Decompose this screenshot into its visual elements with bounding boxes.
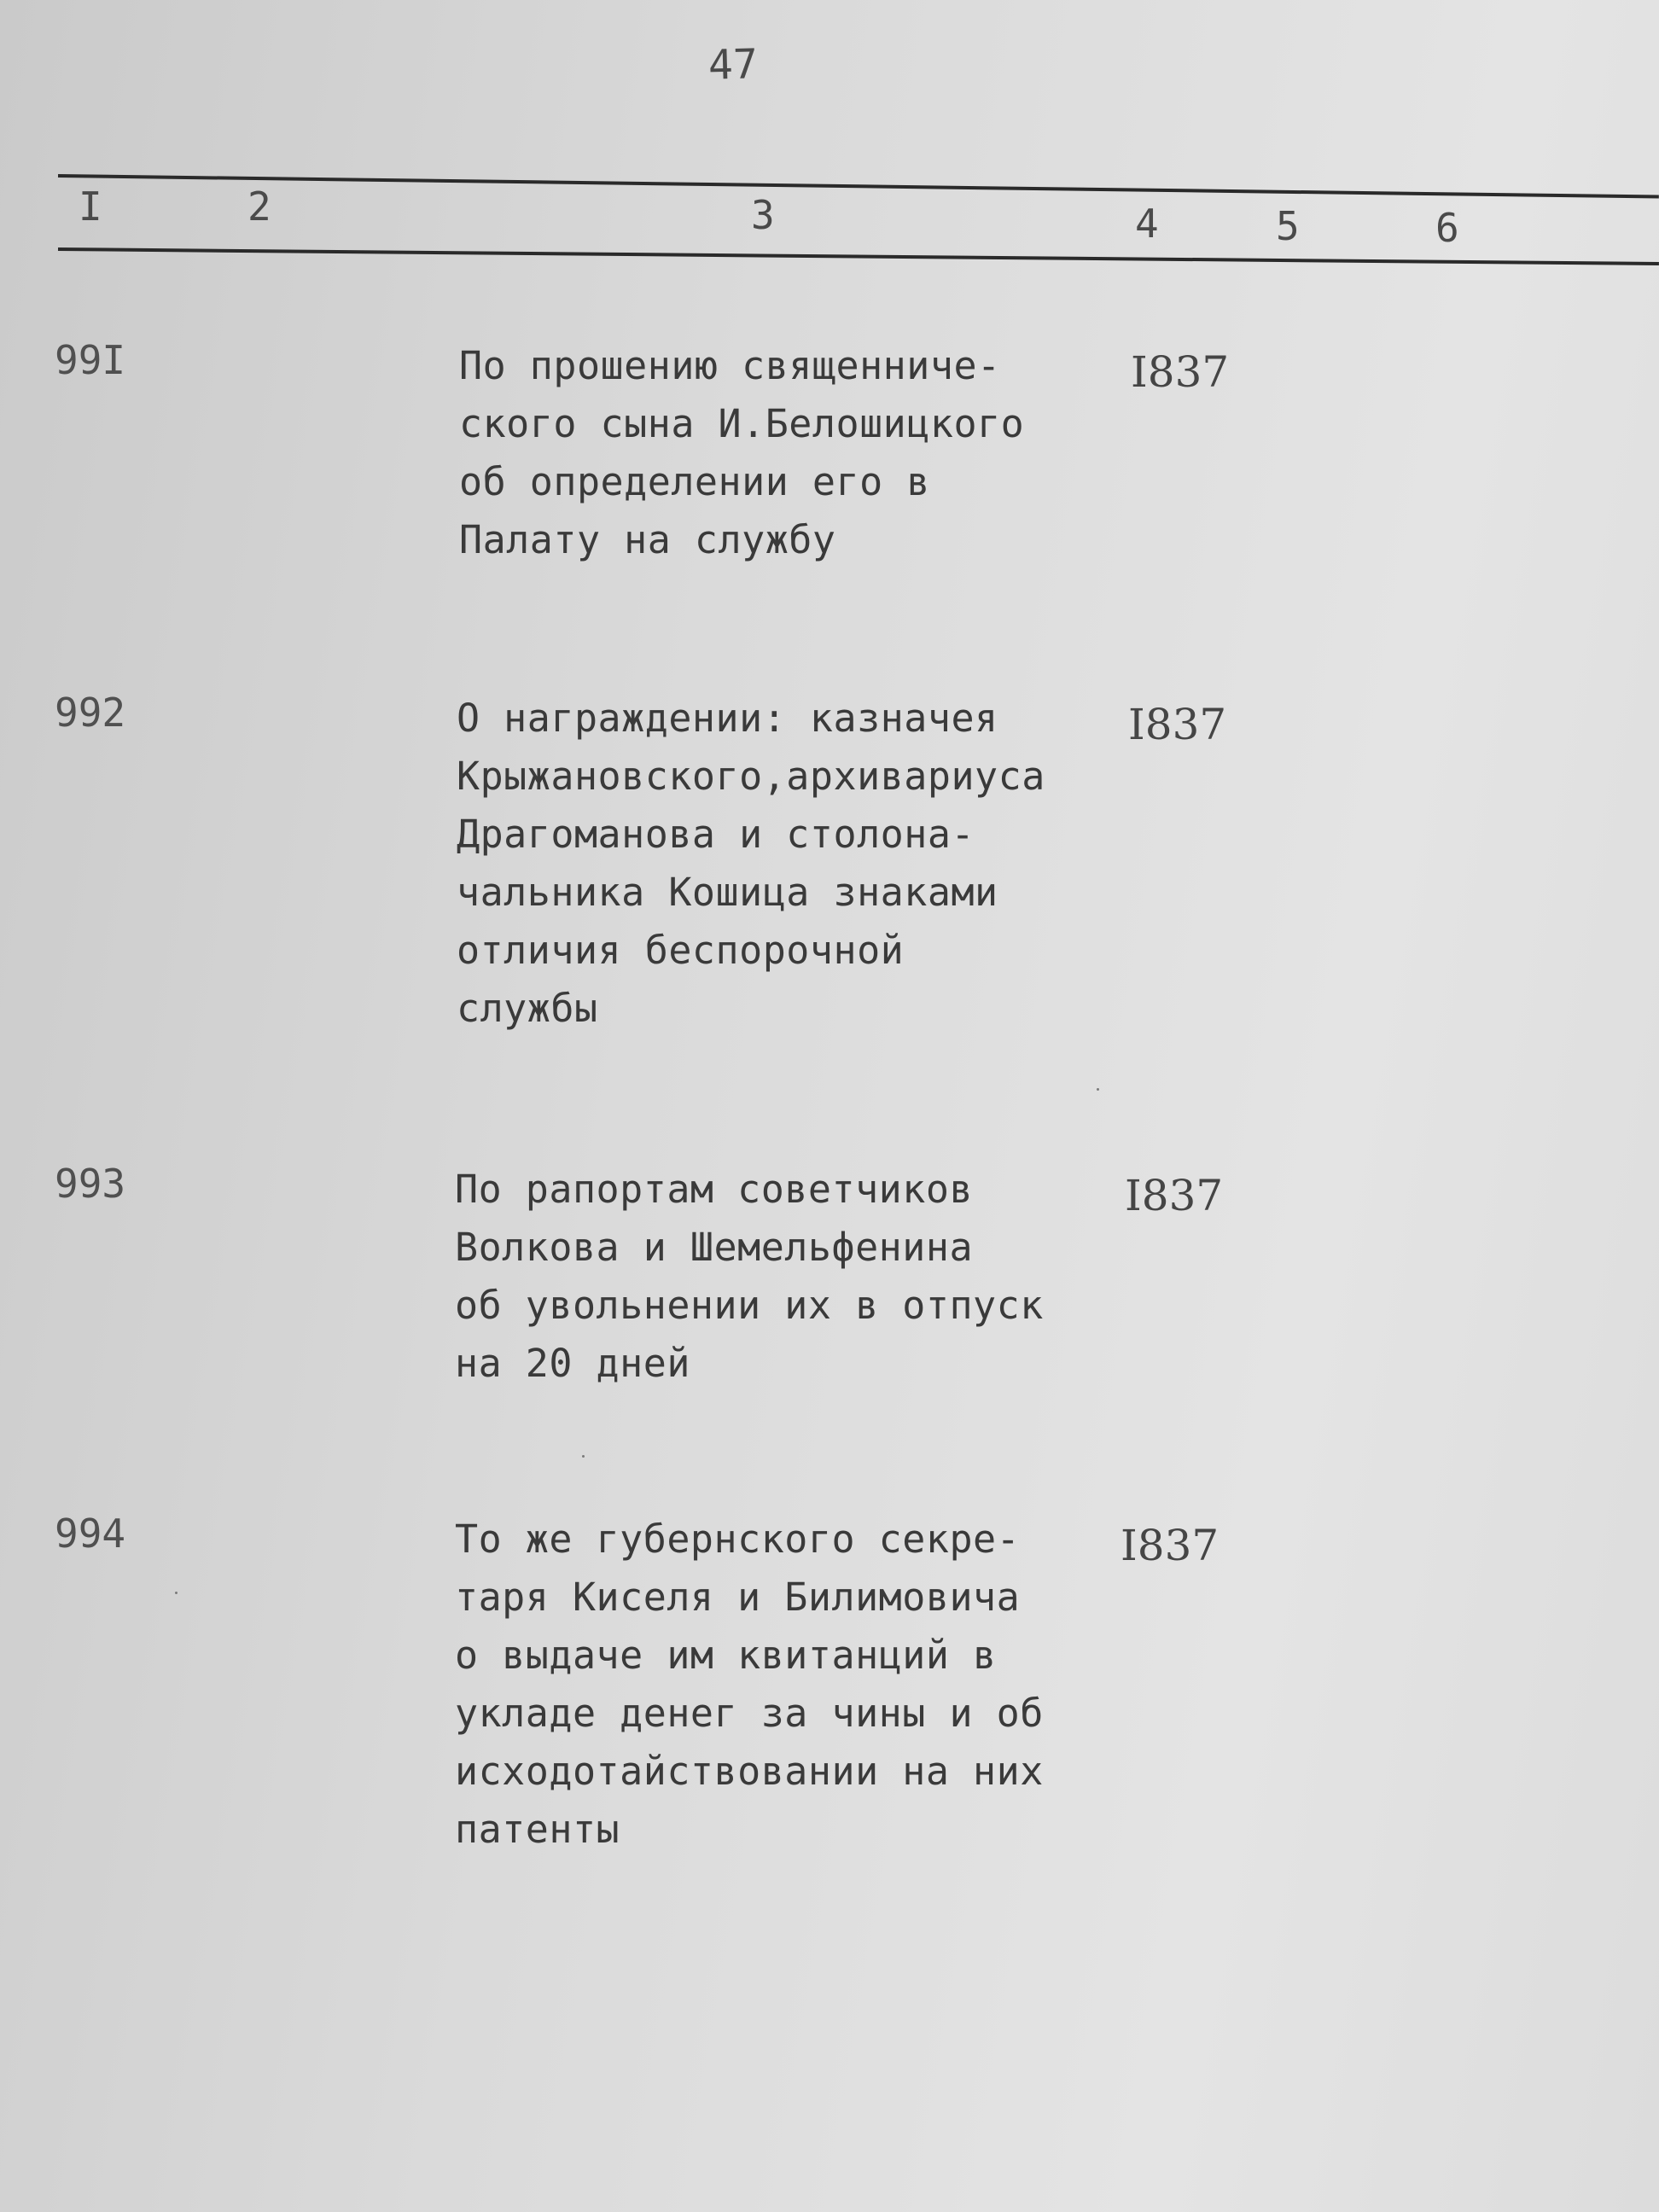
paper-speck <box>582 1455 585 1458</box>
entry-title: То же губернского секре- таря Киселя и Билимовича о выдаче им квитанций в укладе денег за чины и об исходотайствовании на них патенты <box>455 1516 1044 1852</box>
entry-year: I837 <box>1121 1521 1220 1570</box>
column-header-2: 2 <box>247 183 271 230</box>
column-header-5: 5 <box>1276 203 1300 249</box>
column-header-3: 3 <box>751 192 775 238</box>
entry-number: 99I <box>55 337 126 383</box>
entry-number: 994 <box>55 1511 126 1557</box>
entry-number: 993 <box>55 1161 126 1207</box>
entry-title: По прошению священниче- ского сына И.Белошицкого об определении его в Палату на службу <box>459 343 1025 562</box>
entry-title: По рапортам советчиков Волкова и Шемельфенина об увольнении их в отпуск на 20 дней <box>455 1167 1044 1386</box>
header-top-rule <box>58 174 1659 199</box>
paper-speck <box>1097 1088 1099 1091</box>
entry-title: О награждении: казначея Крыжановского,архивариуса Драгоманова и столона- чальника Кошица знаками отличия беспорочной службы <box>457 696 1045 1031</box>
page-number: 47 <box>707 40 759 90</box>
entry-number: 992 <box>55 690 126 736</box>
column-header-4: 4 <box>1135 201 1159 247</box>
paper-speck <box>175 1592 178 1594</box>
entry-year: I837 <box>1131 347 1230 397</box>
entry-year: I837 <box>1125 1171 1224 1220</box>
entry-year: I837 <box>1128 700 1227 749</box>
column-header-6: 6 <box>1435 205 1459 251</box>
header-bottom-rule <box>58 247 1659 265</box>
column-header-1: I <box>79 183 102 230</box>
